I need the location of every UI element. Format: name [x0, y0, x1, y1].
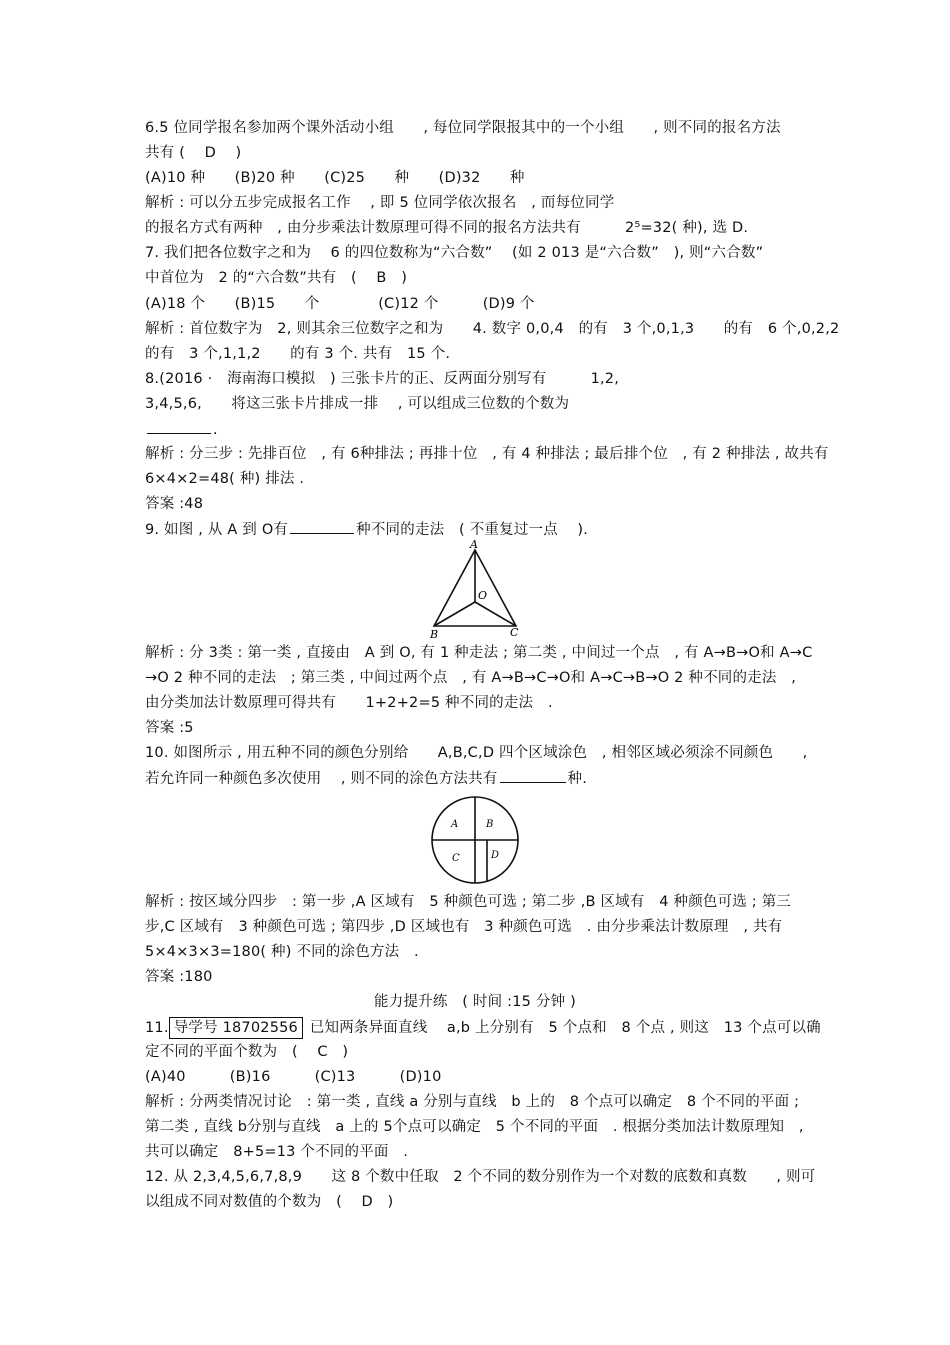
q7-solution-1: 解析 : 首位数字为 2, 则其余三位数字之和为 4. 数字 0,0,4 的有 3 个,0,1,3 的有 6 个,0,2,2 — [145, 321, 840, 337]
q11-stem-2: 定不同的平面个数为 ( C ) — [145, 1044, 349, 1060]
q6-answer-line: 共有 ( D ) — [145, 145, 242, 161]
label-a: A — [470, 540, 478, 551]
q10-solution-3: 5×4×3×3=180( 种) 不同的涂色方法 . — [145, 944, 419, 960]
q8-stem-2: 3,4,5,6, 将这三张卡片排成一排 , 可以组成三位数的个数为 — [145, 396, 570, 412]
q11-solution-2: 第二类 , 直线 b分别与直线 a 上的 5个点可以确定 5 个不同的平面 . 根据分类加法计数原理知 , — [145, 1119, 804, 1135]
q10-stem: 10. 如图所示 , 用五种不同的颜色分别给 A,B,C,D 四个区域涂色 , 相邻区域必须涂不同颜色 , — [145, 745, 808, 761]
q9-stem: 9. 如图 , 从 A 到 O有 种不同的走法 ( 不重复过一点 ). — [145, 519, 588, 540]
guide-number-box: 导学号 18702556 — [169, 1017, 303, 1039]
q7-stem-2: 中首位为 2 的“六合数”共有 ( B ) — [145, 270, 408, 286]
circle-figure — [425, 795, 525, 885]
q6-stem: 6.5 位同学报名参加两个课外活动小组 , 每位同学限报其中的一个小组 , 则不同的报名方法 — [145, 120, 781, 136]
q7-solution-2: 的有 3 个,1,1,2 的有 3 个. 共有 15 个. — [145, 346, 451, 362]
label-c: C — [510, 626, 519, 639]
region-b-label: B — [486, 819, 494, 830]
q8-solution-2: 6×4×2=48( 种) 排法 . — [145, 471, 305, 487]
region-d-label: D — [491, 850, 500, 861]
region-a-label: A — [451, 819, 459, 830]
section-heading: 能力提升练 ( 时间 :15 分钟 ) — [374, 994, 576, 1010]
q8-stem: 8.(2016 · 海南海口模拟 ) 三张卡片的正、反两面分别写有 1,2, — [145, 371, 620, 387]
q6-solution-2: 的报名方式有两种 , 由分步乘法计数原理可得不同的报名方法共有 2⁵=32( 种), 选 D. — [145, 220, 749, 236]
q10-stem-2: 若允许同一种颜色多次使用 , 则不同的涂色方法共有 种. — [145, 768, 587, 789]
answer-blank — [147, 419, 211, 434]
q10-solution-1: 解析 : 按区域分四步 : 第一步 ,A 区域有 5 种颜色可选 ; 第二步 ,B 区域有 4 种颜色可选 ; 第三 — [145, 894, 792, 910]
q8-answer: 答案 :48 — [145, 496, 204, 512]
q9-solution-3: 由分类加法计数原理可得共有 1+2+2=5 种不同的走法 . — [145, 695, 553, 711]
q12-stem-2: 以组成不同对数值的个数为 ( D ) — [145, 1194, 394, 1210]
q9-solution-2: →O 2 种不同的走法 ; 第三类 , 中间过两个点 , 有 A→B→C→O和 A→C→B→O 2 种不同的走法 , — [145, 670, 797, 686]
q8-blank-line: . — [145, 419, 218, 440]
q6-solution-1: 解析 : 可以分五步完成报名工作 , 即 5 位同学依次报名 , 而每位同学 — [145, 195, 615, 211]
q8-solution-1: 解析 : 分三步 : 先排百位 , 有 6种排法 ; 再排十位 , 有 4 种排法 ; 最后排个位 , 有 2 种排法 , 故共有 — [145, 446, 829, 462]
q11-solution-1: 解析 : 分两类情况讨论 : 第一类 , 直线 a 分别与直线 b 上的 8 个点可以确定 8 个不同的平面 ; — [145, 1094, 800, 1110]
q11-solution-3: 共可以确定 8+5=13 个不同的平面 . — [145, 1144, 409, 1160]
q11-stem: 11. 导学号 18702556 已知两条异面直线 a,b 上分别有 5 个点和 8 个点 , 则这 13 个点可以确 — [145, 1017, 821, 1039]
q11-options: (A)40 (B)16 (C)13 (D)10 — [145, 1069, 442, 1085]
q9-answer: 答案 :5 — [145, 720, 194, 736]
answer-blank — [290, 519, 354, 534]
q9-solution-1: 解析 : 分 3类 : 第一类 , 直接由 A 到 O, 有 1 种走法 ; 第二类 , 中间过一个点 , 有 A→B→O和 A→C — [145, 645, 813, 661]
label-o: O — [478, 589, 488, 602]
label-b: B — [430, 628, 439, 640]
answer-blank — [500, 768, 566, 783]
q10-solution-2: 步,C 区域有 3 种颜色可选 ; 第四步 ,D 区域也有 3 种颜色可选 . 由分步乘法计数原理 , 共有 — [145, 919, 783, 935]
q10-answer: 答案 :180 — [145, 969, 213, 985]
q12-stem: 12. 从 2,3,4,5,6,7,8,9 这 8 个数中任取 2 个不同的数分别作为一个对数的底数和真数 , 则可 — [145, 1169, 816, 1185]
q7-options: (A)18 个 (B)15 个 (C)12 个 (D)9 个 — [145, 296, 535, 312]
q7-stem: 7. 我们把各位数字之和为 6 的四位数称为“六合数” (如 2 013 是“六合数” ), 则“六合数” — [145, 245, 764, 261]
q6-options: (A)10 种 (B)20 种 (C)25 种 (D)32 种 — [145, 170, 525, 186]
region-c-label: C — [452, 853, 460, 864]
triangle-figure — [420, 540, 530, 640]
